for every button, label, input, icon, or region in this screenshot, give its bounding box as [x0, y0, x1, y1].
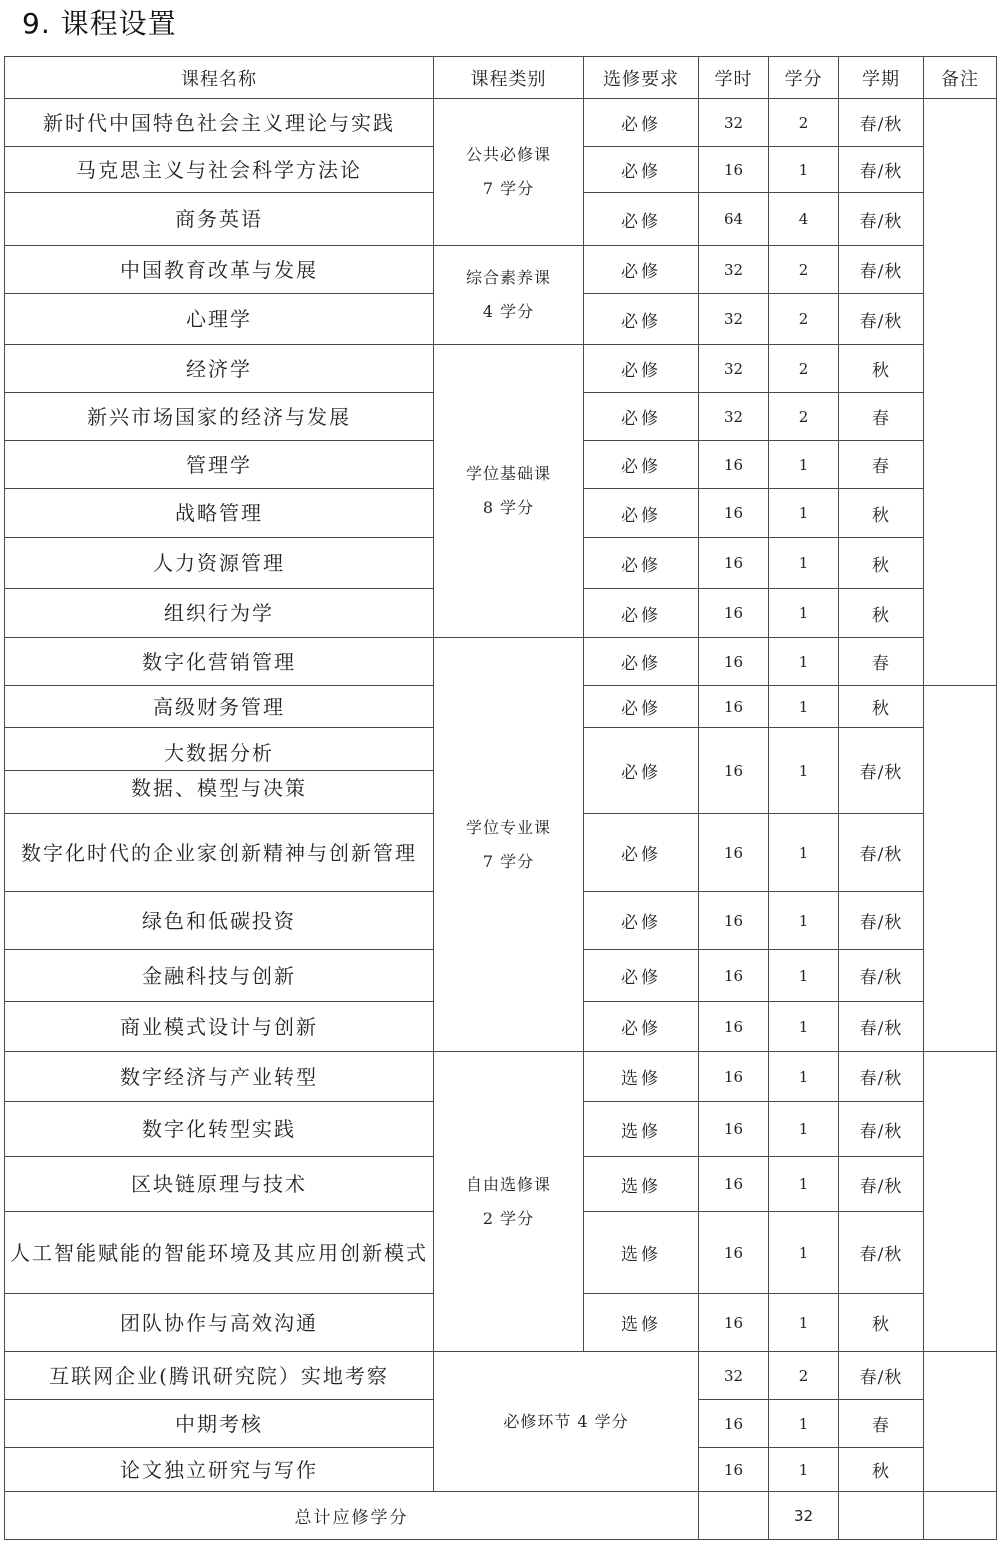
- remarks-cell: [924, 1352, 997, 1492]
- term: 春: [839, 638, 924, 686]
- term: 春/秋: [839, 294, 924, 345]
- credits: 1: [769, 686, 839, 728]
- term: 春/秋: [839, 147, 924, 193]
- hours: 16: [699, 1002, 769, 1052]
- credits: 1: [769, 1002, 839, 1052]
- hours: 32: [699, 393, 769, 441]
- term: 春: [839, 1400, 924, 1448]
- term: 秋: [839, 1294, 924, 1352]
- table-row: [5, 1352, 997, 1400]
- page-title: 9. 课程设置: [22, 7, 177, 40]
- requirement: 选修: [584, 1212, 699, 1294]
- requirement: 必修: [584, 892, 699, 950]
- category-credits: 4 学分: [482, 302, 535, 321]
- term: 秋: [839, 589, 924, 638]
- category-name: 公共必修课: [465, 145, 551, 164]
- category-name: 学位专业课: [465, 817, 551, 837]
- requirement: 必修: [584, 393, 699, 441]
- hours: 16: [699, 1448, 769, 1492]
- course-name: 数字经济与产业转型: [5, 1052, 434, 1102]
- term: 秋: [839, 345, 924, 393]
- category-degree-basic: [434, 345, 584, 638]
- credits: 4: [769, 193, 839, 246]
- header-course-name: 课程名称: [5, 57, 434, 99]
- requirement: 必修: [584, 814, 699, 892]
- course-name: 数据、模型与决策: [5, 770, 433, 805]
- credits: 1: [769, 814, 839, 892]
- hours: 32: [699, 99, 769, 147]
- hours: 64: [699, 193, 769, 246]
- course-name: 商业模式设计与创新: [5, 1002, 434, 1052]
- term: 春: [839, 441, 924, 489]
- term: 春/秋: [839, 728, 924, 814]
- hours: 16: [699, 814, 769, 892]
- table-row: [5, 246, 997, 294]
- hours: 16: [699, 1212, 769, 1294]
- requirement: 必修: [584, 345, 699, 393]
- credits: 1: [769, 538, 839, 589]
- requirement: 必修: [584, 728, 699, 814]
- credits: 1: [769, 1212, 839, 1294]
- category-free-elective: [434, 1052, 584, 1352]
- hours: 16: [699, 1102, 769, 1157]
- category-credits: 7 学分: [482, 851, 535, 871]
- hours: 16: [699, 1052, 769, 1102]
- requirement: 选修: [584, 1157, 699, 1212]
- requirement: 必修: [584, 1002, 699, 1052]
- course-name: 新兴市场国家的经济与发展: [5, 393, 434, 441]
- total-credits: 32: [769, 1492, 839, 1540]
- hours: 16: [699, 489, 769, 538]
- term: 春/秋: [839, 1102, 924, 1157]
- total-label: 总计应修学分: [5, 1492, 699, 1540]
- term: 春/秋: [839, 892, 924, 950]
- course-name: 人工智能赋能的智能环境及其应用创新模式: [5, 1212, 434, 1294]
- term: 春/秋: [839, 1157, 924, 1212]
- total-hours-cell: [699, 1492, 769, 1540]
- course-name-pair: [5, 728, 434, 814]
- course-name: 论文独立研究与写作: [5, 1448, 434, 1492]
- course-name: 战略管理: [5, 489, 434, 538]
- credits: 1: [769, 147, 839, 193]
- term: 春/秋: [839, 1002, 924, 1052]
- credits: 2: [769, 99, 839, 147]
- remarks-cell: [924, 1052, 997, 1352]
- course-name: 人力资源管理: [5, 538, 434, 589]
- hours: 32: [699, 345, 769, 393]
- credits: 2: [769, 345, 839, 393]
- header-category: 课程类别: [434, 57, 584, 99]
- requirement: 必修: [584, 489, 699, 538]
- course-name: 新时代中国特色社会主义理论与实践: [5, 99, 434, 147]
- term: 春/秋: [839, 950, 924, 1002]
- hours: 16: [699, 1400, 769, 1448]
- course-name: 中期考核: [5, 1400, 434, 1448]
- course-name: 互联网企业(腾讯研究院）实地考察: [5, 1352, 434, 1400]
- category-general-quality: [434, 246, 584, 345]
- course-name: 商务英语: [5, 193, 434, 246]
- course-name: 组织行为学: [5, 589, 434, 638]
- total-row: [5, 1492, 997, 1540]
- credits: 1: [769, 441, 839, 489]
- requirement: 选修: [584, 1102, 699, 1157]
- hours: 32: [699, 246, 769, 294]
- course-name: 管理学: [5, 441, 434, 489]
- hours: 16: [699, 589, 769, 638]
- course-table: [4, 56, 997, 1540]
- credits: 1: [769, 489, 839, 538]
- hours: 32: [699, 294, 769, 345]
- credits: 1: [769, 1400, 839, 1448]
- hours: 16: [699, 538, 769, 589]
- credits: 1: [769, 589, 839, 638]
- requirement: 必修: [584, 441, 699, 489]
- header-remarks: 备注: [924, 57, 997, 99]
- credits: 2: [769, 246, 839, 294]
- course-name: 大数据分析: [164, 741, 274, 765]
- requirement: 必修: [584, 589, 699, 638]
- term: 春/秋: [839, 99, 924, 147]
- table-row: [5, 1052, 997, 1102]
- credits: 2: [769, 294, 839, 345]
- hours: 16: [699, 1294, 769, 1352]
- term: 秋: [839, 1448, 924, 1492]
- category-mandatory-links: 必修环节 4 学分: [434, 1352, 699, 1492]
- requirement: 必修: [584, 294, 699, 345]
- category-public-required: [434, 99, 584, 246]
- hours: 16: [699, 728, 769, 814]
- course-name: 团队协作与高效沟通: [5, 1294, 434, 1352]
- table-row: [5, 638, 997, 686]
- course-name: 经济学: [5, 345, 434, 393]
- course-name: 金融科技与创新: [5, 950, 434, 1002]
- term: 春/秋: [839, 1052, 924, 1102]
- hours: 16: [699, 1157, 769, 1212]
- requirement: 必修: [584, 246, 699, 294]
- category-name: 自由选修课: [465, 1174, 551, 1194]
- requirement: 必修: [584, 538, 699, 589]
- credits: 2: [769, 393, 839, 441]
- hours: 16: [699, 950, 769, 1002]
- table-row: [5, 99, 997, 147]
- term: 春/秋: [839, 246, 924, 294]
- credits: 1: [769, 950, 839, 1002]
- credits: 1: [769, 1448, 839, 1492]
- header-requirement: 选修要求: [584, 57, 699, 99]
- requirement: 必修: [584, 950, 699, 1002]
- category-credits: 7 学分: [482, 179, 535, 198]
- hours: 16: [699, 147, 769, 193]
- requirement: 选修: [584, 1294, 699, 1352]
- course-name: 中国教育改革与发展: [5, 246, 434, 294]
- course-name: 区块链原理与技术: [5, 1157, 434, 1212]
- term: 春/秋: [839, 1352, 924, 1400]
- requirement: 必修: [584, 99, 699, 147]
- requirement: 选修: [584, 1052, 699, 1102]
- course-name: 心理学: [5, 294, 434, 345]
- term: 春: [839, 393, 924, 441]
- credits: 1: [769, 1052, 839, 1102]
- header-row: [5, 57, 997, 99]
- term: 春/秋: [839, 1212, 924, 1294]
- hours: 16: [699, 441, 769, 489]
- hours: 16: [699, 892, 769, 950]
- requirement: 必修: [584, 686, 699, 728]
- term: 春/秋: [839, 193, 924, 246]
- course-name: 马克思主义与社会科学方法论: [5, 147, 434, 193]
- hours: 16: [699, 638, 769, 686]
- course-name: 数字化转型实践: [5, 1102, 434, 1157]
- term: 秋: [839, 538, 924, 589]
- course-name: 高级财务管理: [5, 686, 434, 728]
- hours: 32: [699, 1352, 769, 1400]
- requirement: 必修: [584, 638, 699, 686]
- header-hours: 学时: [699, 57, 769, 99]
- header-credits: 学分: [769, 57, 839, 99]
- term: 秋: [839, 686, 924, 728]
- term: 秋: [839, 489, 924, 538]
- category-name: 学位基础课: [465, 464, 551, 483]
- course-name: 数字化时代的企业家创新精神与创新管理: [5, 814, 434, 892]
- credits: 1: [769, 728, 839, 814]
- category-credits: 2 学分: [482, 1208, 535, 1228]
- credits: 1: [769, 638, 839, 686]
- total-term-cell: [839, 1492, 924, 1540]
- header-term: 学期: [839, 57, 924, 99]
- category-degree-major: [434, 638, 584, 1052]
- remarks-cell: [924, 99, 997, 686]
- course-name: 数字化营销管理: [5, 638, 434, 686]
- requirement: 必修: [584, 147, 699, 193]
- requirement: 必修: [584, 193, 699, 246]
- term: 春/秋: [839, 814, 924, 892]
- total-remarks-cell: [924, 1492, 997, 1540]
- credits: 1: [769, 892, 839, 950]
- category-credits: 8 学分: [482, 498, 535, 517]
- credits: 1: [769, 1157, 839, 1212]
- category-name: 综合素养课: [465, 268, 551, 287]
- table-row: [5, 345, 997, 393]
- credits: 2: [769, 1352, 839, 1400]
- credits: 1: [769, 1102, 839, 1157]
- hours: 16: [699, 686, 769, 728]
- course-name: 绿色和低碳投资: [5, 892, 434, 950]
- credits: 1: [769, 1294, 839, 1352]
